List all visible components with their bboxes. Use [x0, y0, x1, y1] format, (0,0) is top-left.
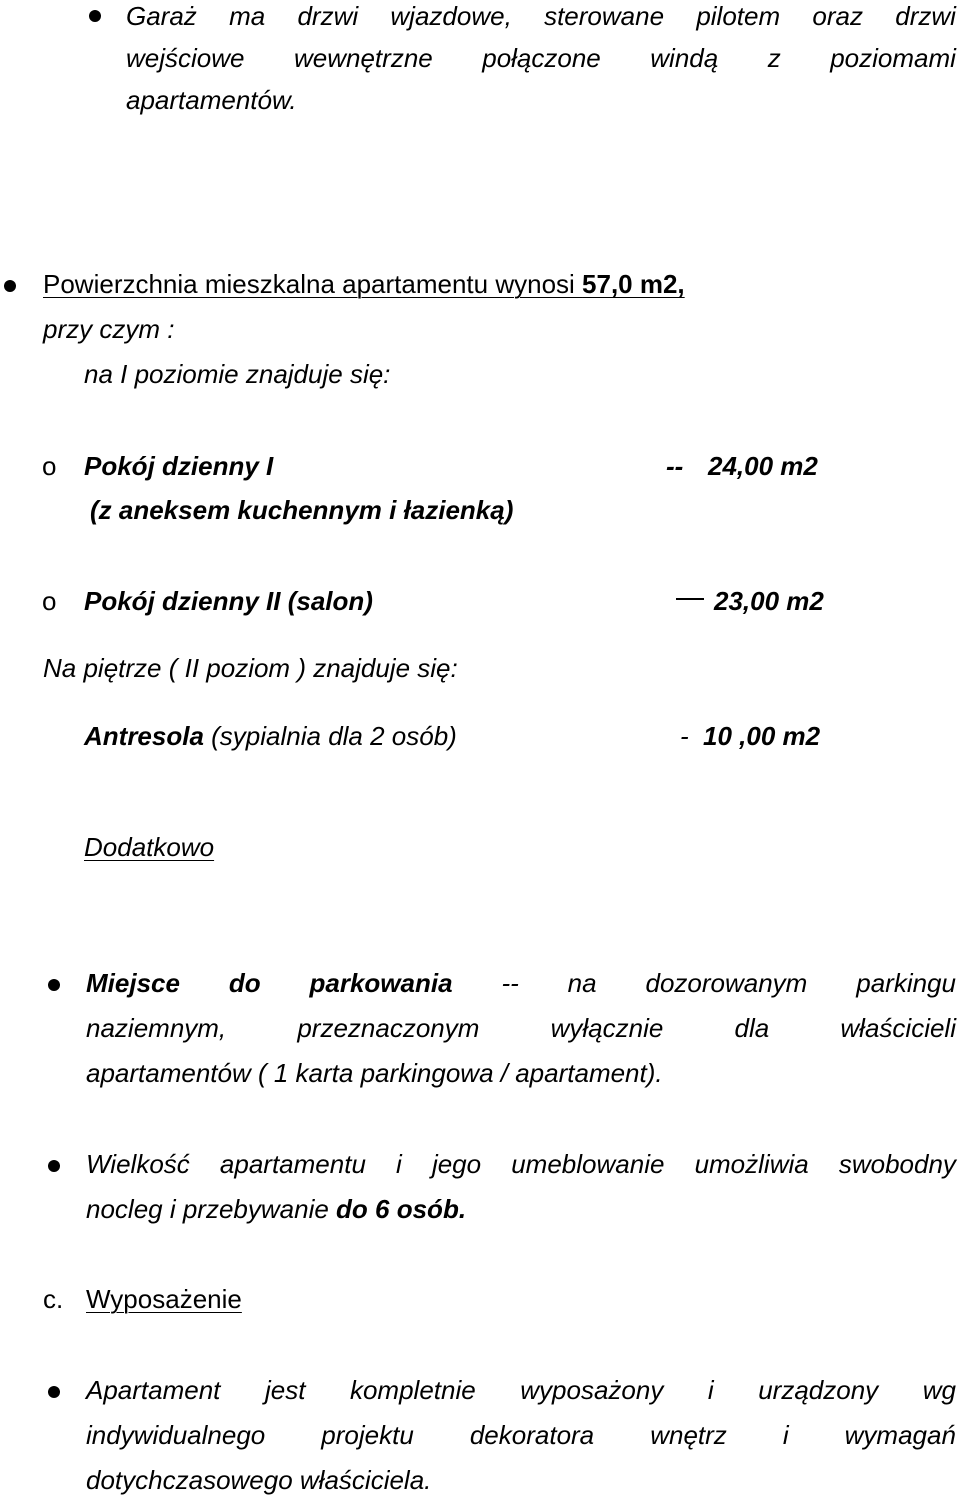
word: dekoratora	[469, 1420, 595, 1450]
equipment-line-1	[86, 1374, 956, 1406]
word: apartamentu	[219, 1149, 366, 1179]
room-1-bullet: o	[42, 451, 57, 481]
garage-line-1	[126, 0, 956, 32]
word: połączone	[482, 43, 601, 73]
word: oraz	[812, 1, 863, 31]
bullet-dot	[4, 280, 16, 292]
bullet-dot	[48, 1386, 60, 1398]
room-1-detail: (z aneksem kuchennym i łazienką)	[90, 495, 514, 525]
upper-item	[84, 720, 457, 752]
word: z	[767, 43, 781, 73]
equipment-heading: Wyposażenie	[86, 1284, 242, 1314]
size-line-2-text: nocleg i przebywanie	[86, 1194, 337, 1224]
upper-sep: -	[680, 721, 689, 751]
word: windą	[650, 43, 719, 73]
area-line-3: na I poziomie znajduje się:	[84, 359, 391, 389]
word: --	[501, 968, 519, 998]
word: sterowane	[544, 1, 665, 31]
area-intro-value: 57,0 m2,	[582, 269, 685, 299]
bullet-dot	[48, 979, 60, 991]
word: pilotem	[696, 1, 781, 31]
word: wnętrz	[650, 1420, 727, 1450]
bullet-dot	[89, 10, 101, 22]
area-intro	[43, 268, 685, 300]
parking-line-2	[86, 1012, 956, 1044]
word: i	[396, 1149, 402, 1179]
room-2-bullet: o	[42, 586, 57, 616]
word: i	[707, 1375, 714, 1405]
room-2-name: Pokój dzienny II (salon)	[84, 586, 373, 616]
word: umożliwia	[694, 1149, 809, 1179]
word: swobodny	[838, 1149, 956, 1179]
word: wymagań	[844, 1420, 956, 1450]
word: przeznaczonym	[297, 1013, 480, 1043]
word: wewnętrzne	[294, 43, 433, 73]
room-1-sep: --	[666, 451, 684, 481]
word: wjazdowe,	[390, 1, 512, 31]
garage-line-3: apartamentów.	[126, 85, 297, 115]
word: wejściowe	[126, 43, 245, 73]
word: dozorowanym	[645, 968, 808, 998]
word: jego	[431, 1149, 482, 1179]
word: ma	[229, 1, 266, 31]
upper-item-rest: (sypialnia dla 2 osób)	[203, 721, 457, 751]
room-1-name: Pokój dzienny I	[84, 451, 274, 481]
parking-line-1	[86, 967, 956, 999]
word: Wielkość	[86, 1149, 190, 1179]
word: Miejsce	[86, 968, 180, 998]
word: Garaż	[126, 1, 197, 31]
size-line-2	[86, 1193, 466, 1225]
word: drzwi	[895, 1, 956, 31]
bullet-dot	[48, 1160, 60, 1172]
word: wg	[922, 1375, 956, 1405]
word: projektu	[321, 1420, 414, 1450]
word: właścicieli	[840, 1013, 956, 1043]
upper-item-bold: Antresola	[84, 721, 204, 751]
extra-heading: Dodatkowo	[84, 832, 215, 862]
parking-line-3: apartamentów ( 1 karta parkingowa / apartament).	[86, 1058, 663, 1088]
word: Apartament	[86, 1375, 221, 1405]
word: kompletnie	[349, 1375, 476, 1405]
area-line-2: przy czym :	[43, 314, 175, 344]
word: i	[782, 1420, 789, 1450]
area-intro-text: Powierzchnia mieszkalna apartamentu wynosi	[43, 269, 583, 299]
word: wyłącznie	[550, 1013, 664, 1043]
room-2-value: 23,00 m2	[714, 586, 824, 616]
garage-line-2	[126, 42, 956, 74]
word: drzwi	[297, 1, 359, 31]
word: dla	[734, 1013, 770, 1043]
upper-heading: Na piętrze ( II poziom ) znajduje się:	[43, 653, 458, 683]
size-line-2-bold: do 6 osób.	[336, 1194, 467, 1224]
upper-value: 10 ,00 m2	[703, 721, 821, 751]
word: indywidualnego	[86, 1420, 266, 1450]
word: poziomami	[830, 43, 956, 73]
equipment-line-3: dotychczasowego właściciela.	[86, 1465, 432, 1495]
word: do	[228, 968, 261, 998]
word: na	[567, 968, 597, 998]
section-label: c.	[43, 1284, 64, 1314]
equipment-line-2	[86, 1419, 956, 1451]
word: wyposażony	[520, 1375, 664, 1405]
room-2-dash	[676, 598, 704, 600]
word: jest	[264, 1375, 306, 1405]
word: parkowania	[309, 968, 453, 998]
word: umeblowanie	[511, 1149, 665, 1179]
room-1-value: 24,00 m2	[708, 451, 818, 481]
word: urządzony	[758, 1375, 879, 1405]
word: parkingu	[856, 968, 956, 998]
word: naziemnym,	[86, 1013, 227, 1043]
size-line-1	[86, 1148, 956, 1180]
